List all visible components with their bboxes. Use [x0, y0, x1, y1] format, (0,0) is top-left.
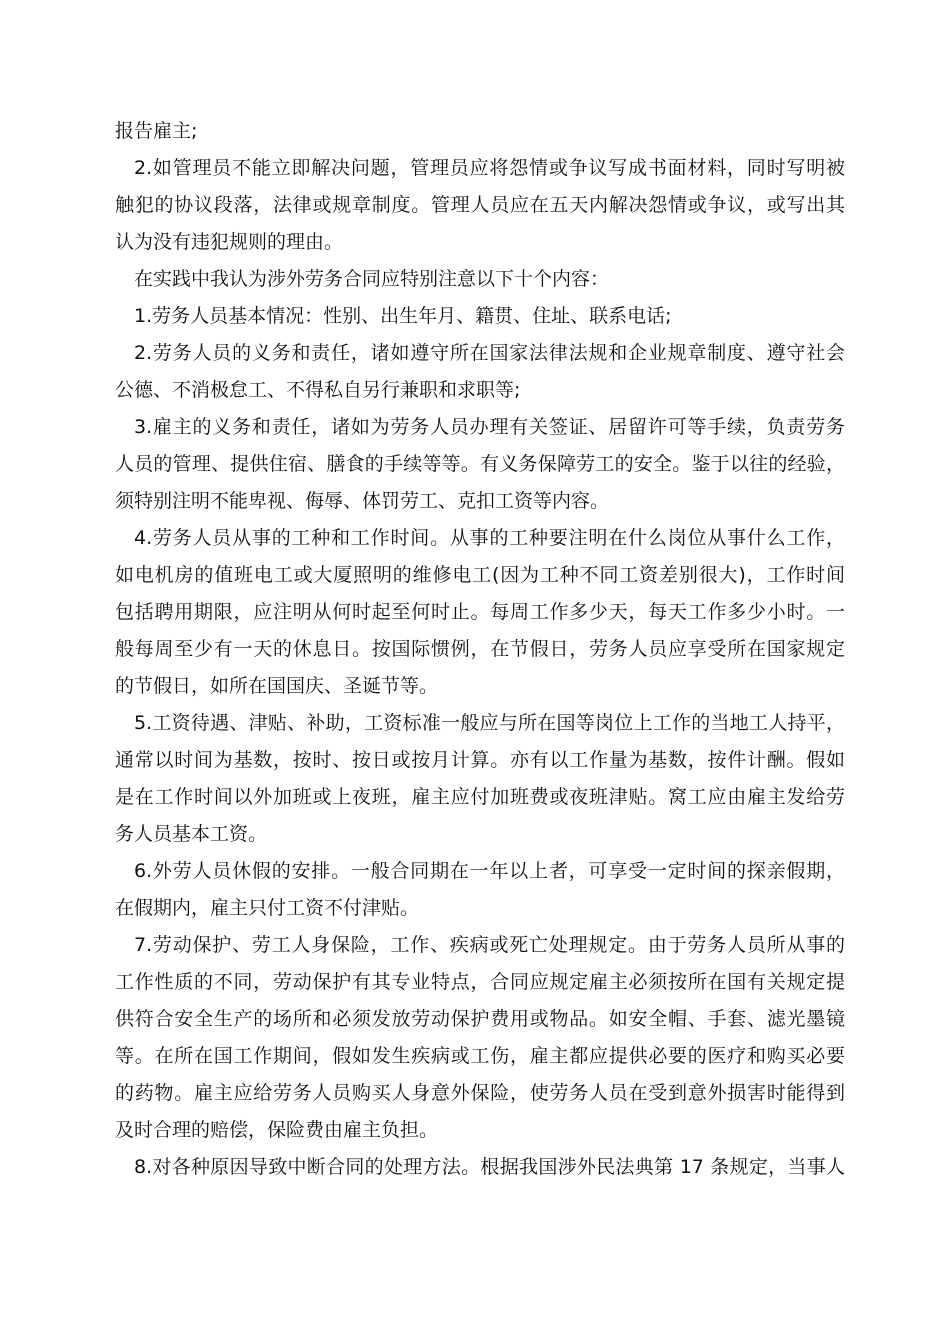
text-line: 等。在所在国工作期间，假如发生疾病或工伤，雇主都应提供必要的医疗和购买必要 [115, 1045, 845, 1067]
text-line: 如电机房的值班电工或大厦照明的维修电工(因为工种不同工资差别很大)，工作时间 [115, 564, 845, 586]
text-line: 是在工作时间以外加班或上夜班，雇主应付加班费或夜班津贴。窝工应由雇主发给劳 [115, 786, 845, 808]
document-body [115, 113, 845, 1186]
paragraph-item-4 [115, 520, 845, 705]
paragraph-report-employer [115, 113, 845, 150]
text-line: 报告雇主; [115, 120, 198, 142]
text-line: 认为没有违犯规则的理由。 [115, 231, 344, 253]
paragraph-item-6 [115, 853, 845, 927]
text-line: 般每周至少有一天的休息日。按国际惯例，在节假日，劳务人员应享受所在国家规定 [115, 638, 845, 660]
paragraph-item-5 [115, 705, 845, 853]
text-line: 在假期内，雇主只付工资不付津贴。 [115, 897, 420, 919]
text-line: 8.对各种原因导致中断合同的处理方法。根据我国涉外民法典第 17 条规定，当事人 [134, 1156, 845, 1178]
paragraph-ten-items-intro [115, 261, 845, 298]
text-line: 务人员基本工资。 [115, 823, 268, 845]
paragraph-item-2 [115, 335, 845, 409]
paragraph-item-8 [115, 1149, 845, 1186]
paragraph-item-1 [115, 298, 845, 335]
text-line: 公德、不消极怠工、不得私自另行兼职和求职等; [115, 379, 521, 401]
text-line: 2.劳务人员的义务和责任，诸如遵守所在国家法律法规和企业规章制度、遵守社会 [134, 342, 845, 364]
paragraph-item-7 [115, 927, 845, 1149]
text-line: 通常以时间为基数，按时、按日或按月计算。亦有以工作量为基数，按件计酬。假如 [115, 749, 845, 771]
paragraph-item-2-grievance [115, 150, 845, 261]
text-line: 及时合理的赔偿，保险费由雇主负担。 [115, 1119, 439, 1141]
text-line: 须特别注明不能卑视、侮辱、体罚劳工、克扣工资等内容。 [115, 490, 610, 512]
text-line: 的节假日，如所在国国庆、圣诞节等。 [115, 675, 439, 697]
paragraph-item-3 [115, 409, 845, 520]
text-line: 工作性质的不同，劳动保护有其专业特点，合同应规定雇主必须按所在国有关规定提 [115, 971, 845, 993]
text-line: 7.劳动保护、劳工人身保险，工作、疾病或死亡处理规定。由于劳务人员所从事的 [134, 934, 845, 956]
text-line: 人员的管理、提供住宿、膳食的手续等等。有义务保障劳工的安全。鉴于以往的经验， [115, 453, 845, 475]
text-line: 3.雇主的义务和责任，诸如为劳务人员办理有关签证、居留许可等手续，负责劳务 [134, 416, 845, 438]
text-line: 2.如管理员不能立即解决问题，管理员应将怨情或争议写成书面材料，同时写明被 [134, 157, 845, 179]
text-line: 在实践中我认为涉外劳务合同应特别注意以下十个内容： [134, 268, 610, 290]
text-line: 4.劳务人员从事的工种和工作时间。从事的工种要注明在什么岗位从事什么工作， [134, 527, 845, 549]
text-line: 6.外劳人员休假的安排。一般合同期在一年以上者，可享受一定时间的探亲假期， [134, 860, 845, 882]
text-line: 5.工资待遇、津贴、补助，工资标准一般应与所在国等岗位上工作的当地工人持平， [134, 712, 845, 734]
text-line: 供符合安全生产的场所和必须发放劳动保护费用或物品。如安全帽、手套、滤光墨镜 [115, 1008, 845, 1030]
text-line: 触犯的协议段落，法律或规章制度。管理人员应在五天内解决怨情或争议，或写出其 [115, 194, 845, 216]
text-line: 1.劳务人员基本情况：性别、出生年月、籍贯、住址、联系电话; [134, 305, 672, 327]
text-line: 包括聘用期限，应注明从何时起至何时止。每周工作多少天，每天工作多少小时。一 [115, 601, 845, 623]
text-line: 的药物。雇主应给劳务人员购买人身意外保险，使劳务人员在受到意外损害时能得到 [115, 1082, 845, 1104]
